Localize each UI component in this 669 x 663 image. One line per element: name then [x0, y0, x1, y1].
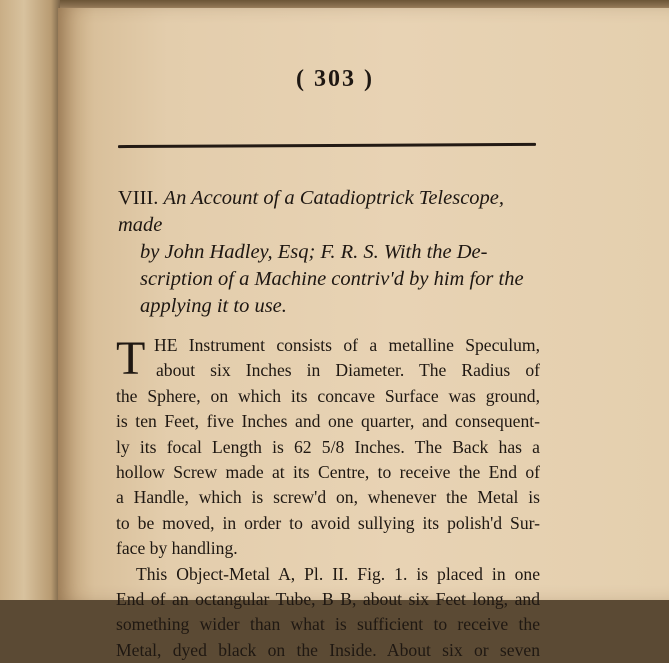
body-line: something wider than what is sufficient to receive the	[116, 614, 540, 635]
body-line: face by handling.	[116, 538, 238, 559]
article-title-line-2: by John Hadley, Esq; F. R. S. With the De-	[140, 241, 488, 263]
body-line: End of an octangular Tube, B B, about six Feet long, and	[116, 588, 540, 609]
drop-cap: T	[116, 332, 146, 385]
body-line: about six Inches in Diameter. The Radius of	[156, 360, 540, 381]
body-line: to be moved, in order to avoid sullying its polish'd Sur-	[116, 512, 540, 533]
article-number: VIII.	[118, 187, 159, 209]
article-title-line-4: applying it to use.	[140, 295, 287, 317]
article-title	[118, 185, 548, 320]
page-number: ( 303 )	[296, 66, 374, 92]
body-line: Metal, dyed black on the Inside. About six or seven	[116, 639, 540, 660]
article-title-line-1: VIII. An Account of a Catadioptrick Telescope, made	[118, 187, 505, 236]
body-line: ly its focal Length is 62 5/8 Inches. The Back has a	[116, 436, 540, 457]
body-line: a Handle, which is screw'd on, whenever the Metal is	[116, 487, 540, 508]
article-body	[116, 333, 540, 663]
body-line: the Sphere, on which its concave Surface was ground,	[116, 385, 540, 406]
left-page-spine	[0, 0, 60, 600]
article-title-line-3: scription of a Machine contriv'd by him for the	[140, 268, 524, 290]
body-line: is ten Feet, five Inches and one quarter, and consequent-	[116, 411, 540, 432]
body-line: This Object-Metal A, Pl. II. Fig. 1. is placed in one	[136, 563, 540, 584]
body-line: hollow Screw made at its Centre, to receive the End of	[116, 461, 540, 482]
body-line: HE Instrument consists of a metalline Speculum,	[154, 335, 540, 355]
